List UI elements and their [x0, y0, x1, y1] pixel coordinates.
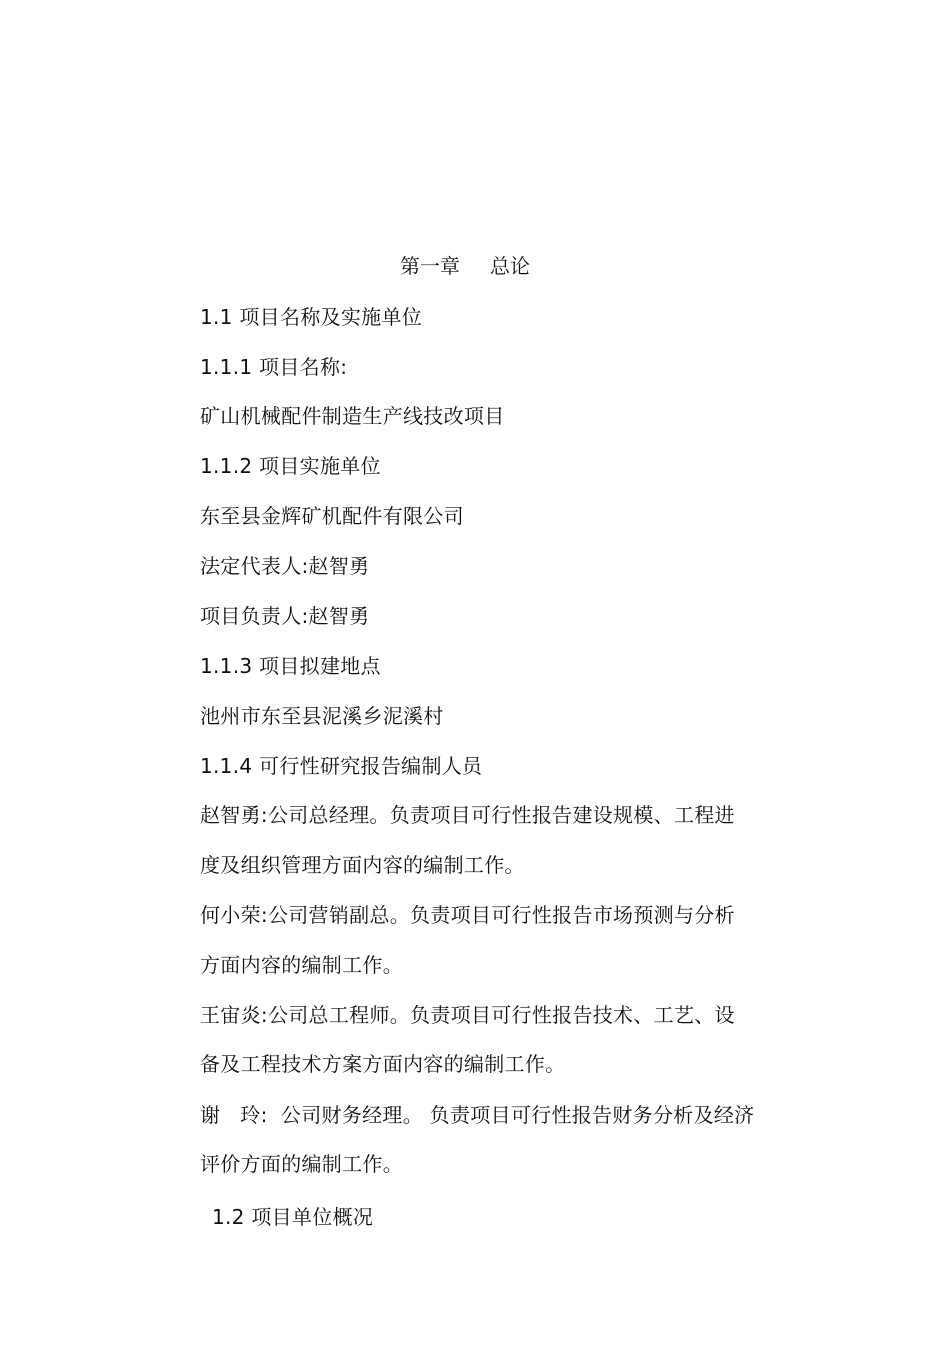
staff-entry-1-line-1: 赵智勇:公司总经理。负责项目可行性报告建设规模、工程进: [200, 803, 735, 827]
legal-representative-text: 法定代表人:赵智勇: [200, 554, 370, 578]
section-heading-1-1-1: 1.1.1 项目名称:: [200, 355, 348, 379]
staff-entry-2-line-1: 何小荣:公司营销副总。负责项目可行性报告市场预测与分析: [200, 903, 735, 927]
staff-entry-1-line-2: 度及组织管理方面内容的编制工作。: [200, 853, 525, 877]
staff-entry-2-line-2: 方面内容的编制工作。: [200, 953, 403, 977]
section-heading-1-1-2: 1.1.2 项目实施单位: [200, 454, 381, 478]
section-heading-1-1-4: 1.1.4 可行性研究报告编制人员: [200, 754, 483, 778]
project-lead-text: 项目负责人:赵智勇: [200, 604, 370, 628]
chapter-name: 总论: [490, 254, 530, 278]
section-heading-1-1: 1.1 项目名称及实施单位: [200, 305, 423, 329]
section-heading-1-2: 1.2 项目单位概况: [212, 1205, 374, 1229]
chapter-number: 第一章: [400, 254, 460, 278]
project-name-text: 矿山机械配件制造生产线技改项目: [200, 404, 505, 428]
staff-entry-3-line-1: 王宙炎:公司总工程师。负责项目可行性报告技术、工艺、设: [200, 1003, 735, 1027]
staff-entry-4-line-2: 评价方面的编制工作。: [200, 1152, 403, 1176]
section-heading-1-1-3: 1.1.3 项目拟建地点: [200, 654, 381, 678]
chapter-title: [400, 252, 530, 280]
staff-entry-3-line-2: 备及工程技术方案方面内容的编制工作。: [200, 1052, 566, 1076]
staff-entry-4-line-1: 谢 玲: 公司财务经理。 负责项目可行性报告财务分析及经济: [200, 1103, 755, 1127]
company-name-text: 东至县金辉矿机配件有限公司: [200, 504, 464, 528]
location-text: 池州市东至县泥溪乡泥溪村: [200, 704, 444, 728]
